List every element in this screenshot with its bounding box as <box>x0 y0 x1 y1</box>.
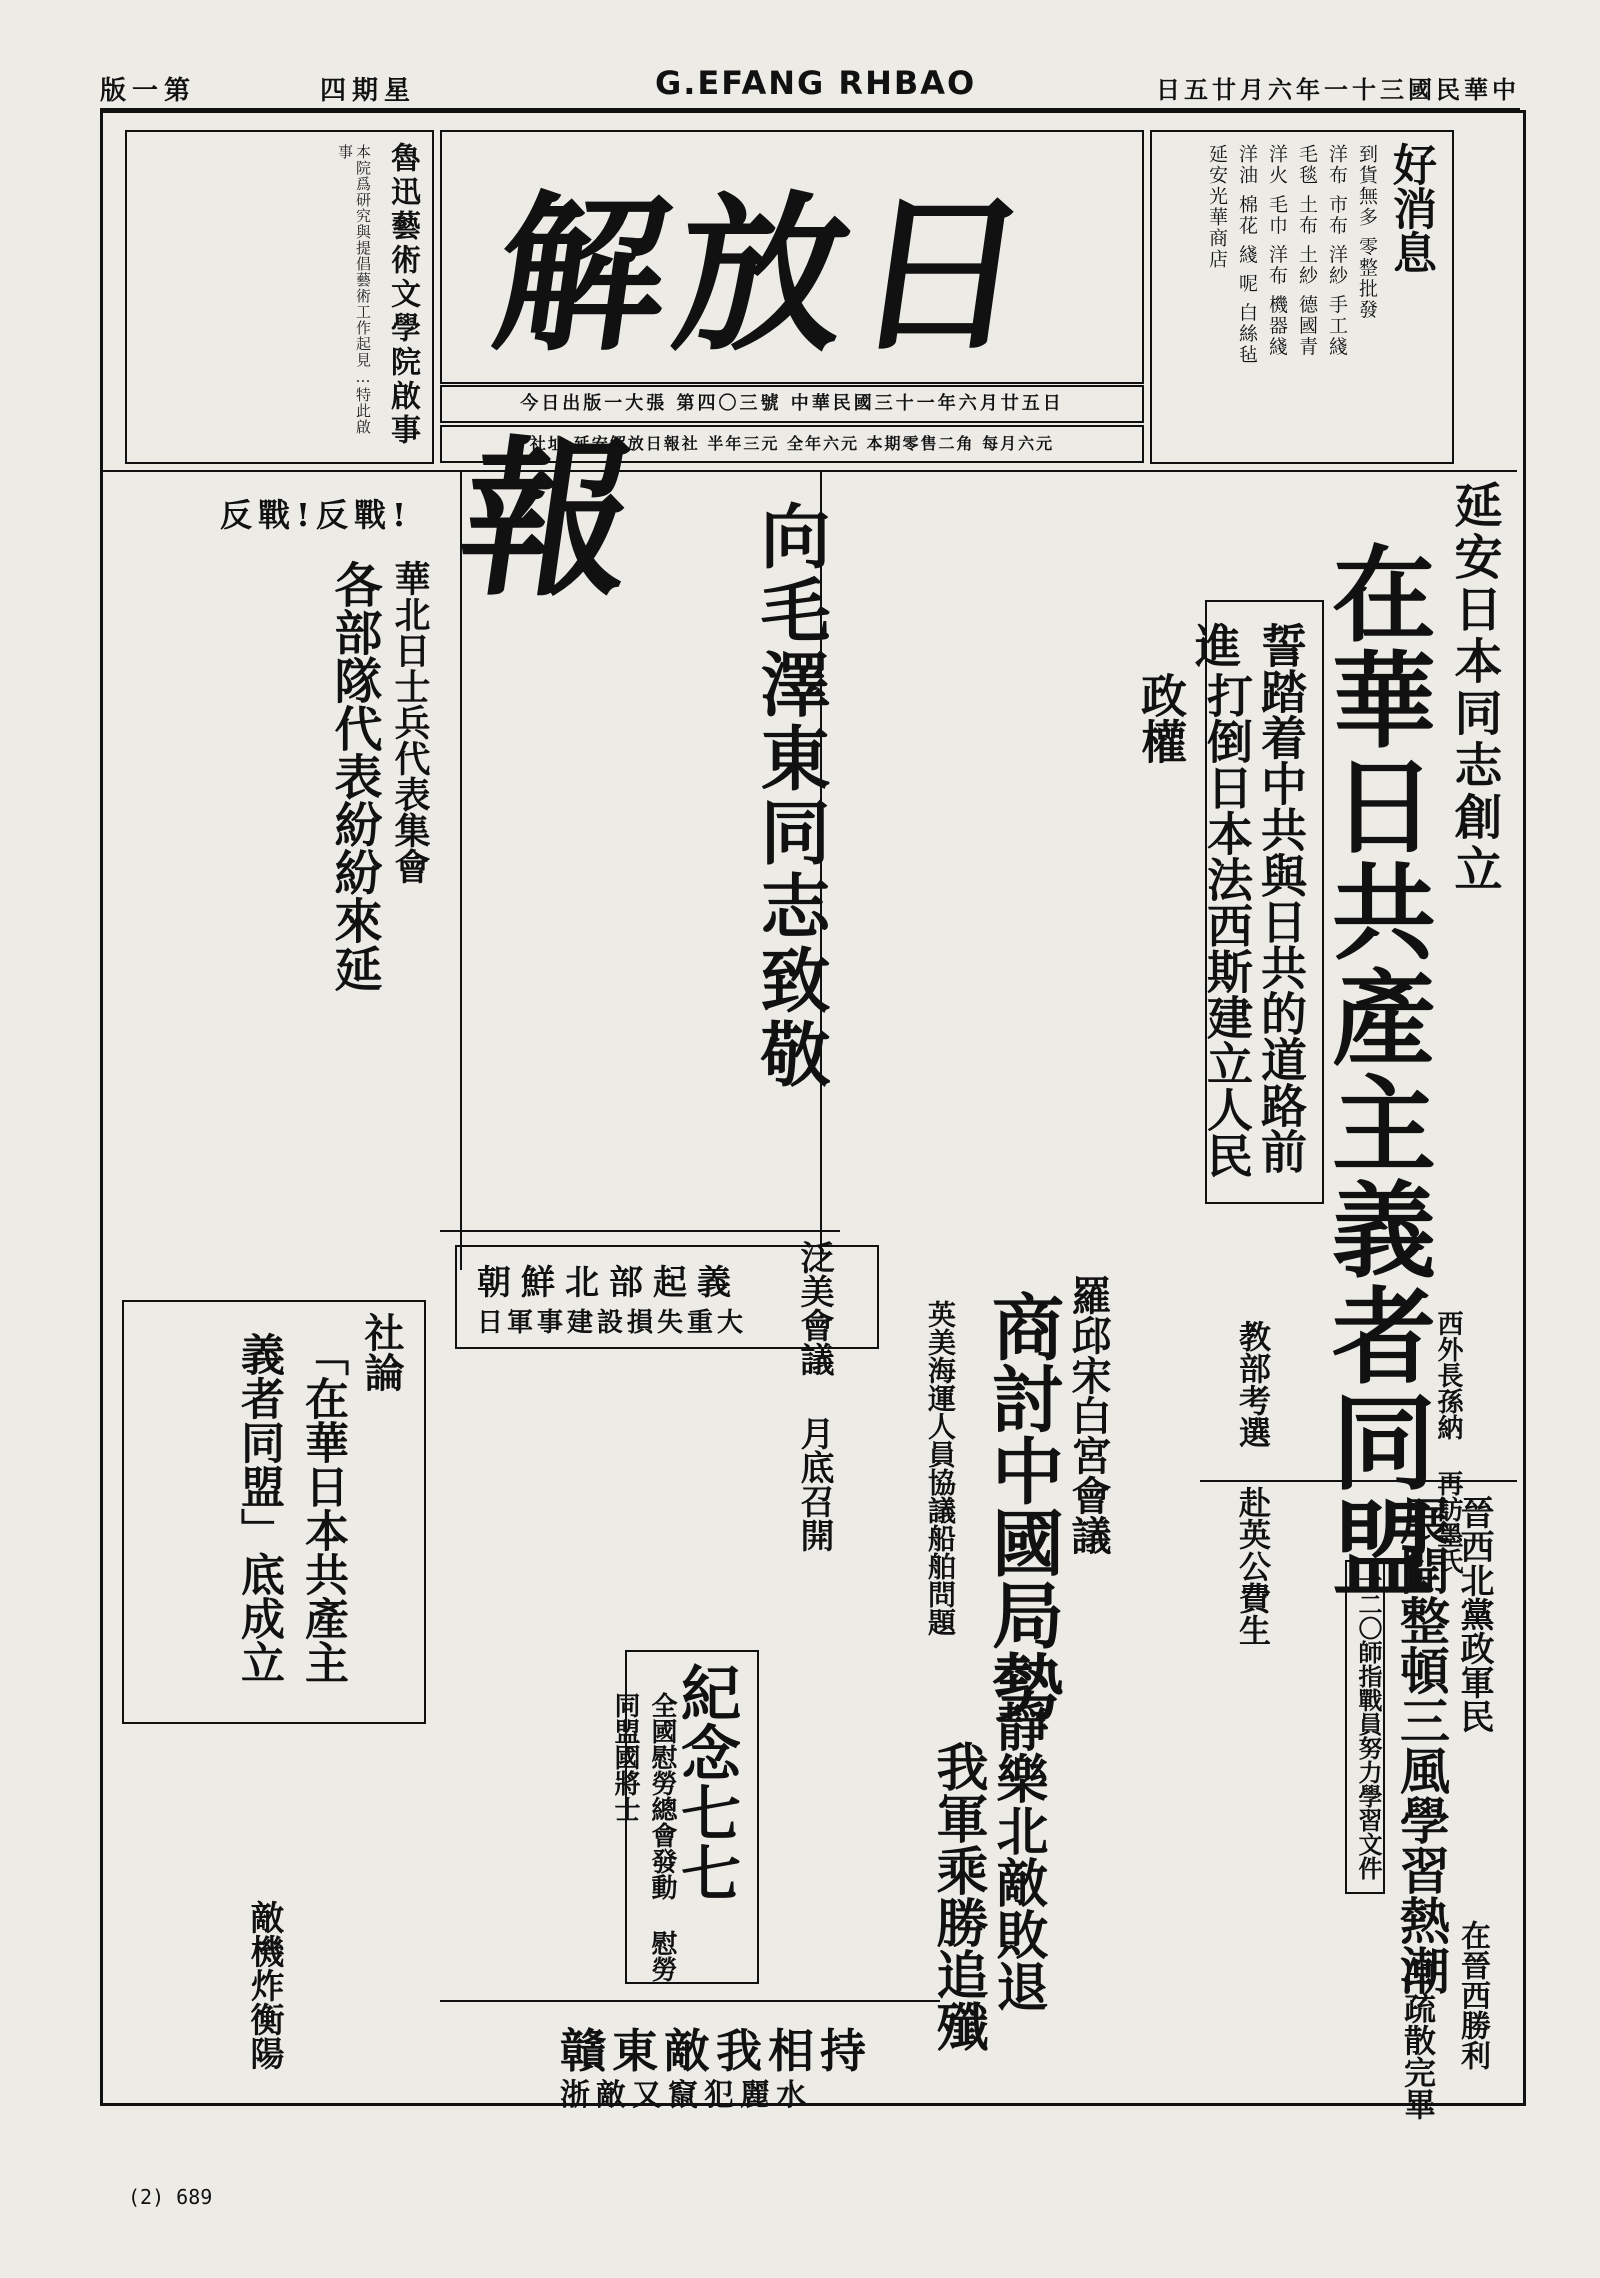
panam-headline: 泛美會議 月底召開 <box>794 1240 834 1552</box>
divider <box>440 2000 940 2002</box>
mao-body <box>470 490 730 1230</box>
notice-box <box>125 130 434 464</box>
editorial-tag: 社論 <box>358 1312 405 1392</box>
north-headline2: 各部隊代表紛紛來延 <box>326 560 382 992</box>
memorial-box <box>610 1650 759 1984</box>
misc-h1: 在晉西勝利 <box>1455 1920 1490 2070</box>
divider <box>440 1230 840 1232</box>
lead-sub1: 誓踏着中共與日共的道路前進 <box>1188 622 1308 1174</box>
price-line: 社址:延安解放日報社 半年三元 全年六元 本期零售二角 每月六元 <box>440 425 1144 463</box>
divider <box>460 470 462 1270</box>
ad-line: 洋布 市布 洋紗 手工綫 <box>1326 144 1348 358</box>
latin-title: G.EFANG RHBAO <box>655 64 977 102</box>
header-bar <box>100 62 1520 111</box>
lead-sub-box <box>1134 600 1324 1204</box>
divider <box>1200 1480 1517 1482</box>
zhejiang-headline: 贛東敵我相持 <box>560 2024 872 2078</box>
northwest-kicker: 晉西北黨政軍民 <box>1454 1495 1494 1733</box>
misc-h3: 敵機炸衡陽 <box>244 1900 284 2070</box>
korea-sub: 日軍事建設損失重大 <box>477 1308 748 1338</box>
misc-h2: 印疏散完畢 <box>1399 1960 1437 2120</box>
ad-box <box>1150 130 1454 464</box>
weekday-label: 四期星 <box>320 76 417 106</box>
roosevelt-headline: 商討中國局勢 <box>980 1290 1065 1722</box>
edu-aside: 西外長孫納 再訪墨氏 <box>1433 1310 1463 1574</box>
lead-headline: 在華日共產主義者同盟 <box>1314 540 1437 1600</box>
ad-title: 好消息 <box>1385 142 1436 274</box>
masthead-title: 解放日報 <box>448 175 1052 620</box>
memorial-headline: 紀念七七 <box>671 1662 741 1902</box>
north-headline1: 華北日士兵代表集會 <box>389 560 431 884</box>
jingle-headline2: 我軍乘勝追殲 <box>927 1740 988 2052</box>
ad-line: 洋油 棉花 綫 呢 白絲毡 <box>1236 144 1258 366</box>
northwest-headline: 展開整頓三風學習熱潮 <box>1392 1495 1451 1995</box>
ad-line: 到貨無多 零整批發 <box>1356 144 1378 321</box>
notice-title: 魯迅藝術文學院啟事 <box>385 142 420 448</box>
korea-headline: 朝鮮北部起義 <box>477 1263 741 1303</box>
mao-headline: 向毛澤東同志致敬 <box>749 500 832 1092</box>
northwest-sub-box <box>1345 1560 1385 1894</box>
page-stamp: (2) 689 <box>128 2185 213 2209</box>
date-label: 日五廿月六年一十三國民華中 <box>1156 75 1520 104</box>
north-body <box>120 540 310 1230</box>
lead-sub2: 打倒日本法西斯建立人民政權 <box>1134 672 1254 1178</box>
roosevelt-sub: 英美海運人員協議船舶問題 <box>924 1300 957 1636</box>
memorial-sub: 全國慰勞總會發動 慰勞同盟國將士 <box>610 1692 677 1982</box>
editorial-headline: 「在華日本共產主義者同盟」底成立 <box>233 1332 348 1684</box>
edition-label: 版一第 <box>100 76 197 106</box>
lead-body <box>830 490 1190 1190</box>
jingle-headline1: 靜樂北敵敗退 <box>987 1700 1048 2012</box>
north-slogan: 反戰!反戰! <box>220 496 413 534</box>
divider <box>103 470 1517 472</box>
ad-line: 延安光華商店 <box>1206 144 1228 270</box>
roosevelt-kicker: 羅邱宋白宮會議 <box>1065 1275 1112 1555</box>
notice-body: 本院爲研究與提倡藝術工作起見…特此啟事 <box>336 144 372 435</box>
zhejiang-sub: 浙敵又竄犯麗水 <box>560 2078 812 2113</box>
ad-line: 毛毯 土布 土紗 德國青 <box>1296 144 1318 358</box>
northwest-sub: 一二〇師指戰員努力學習文件 <box>1354 1568 1383 1880</box>
lead-kicker: 延安日本同志創立 <box>1446 480 1502 896</box>
ad-line: 洋火 毛巾 洋布 機器綫 <box>1266 144 1288 358</box>
ad-list <box>1202 144 1382 454</box>
issue-line: 今日出版一大張 第四〇三號 中華民國三十一年六月廿五日 <box>440 385 1144 423</box>
edu-title: 教部考選 赴英公費生 <box>1234 1320 1272 1646</box>
editorial-box <box>122 1300 426 1724</box>
